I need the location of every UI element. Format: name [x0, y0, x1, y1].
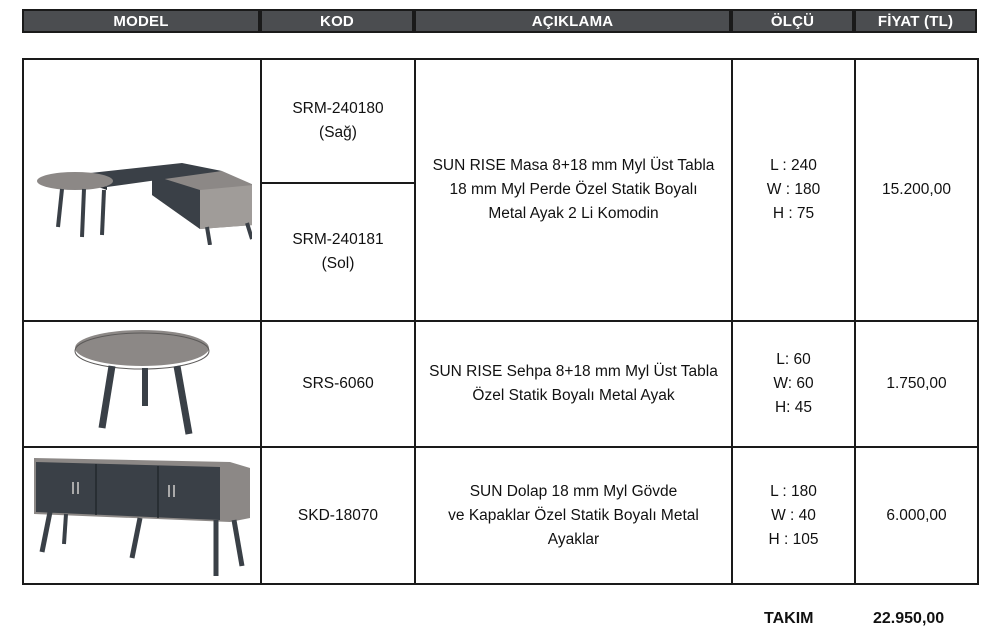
description-line: Özel Statik Boyalı Metal Ayak	[472, 387, 675, 404]
product-code-cell	[261, 59, 415, 183]
total-value: 22.950,00	[873, 610, 945, 627]
cabinet-image	[23, 447, 261, 584]
office-desk-image	[23, 59, 261, 321]
dimension-line: W : 180	[766, 181, 821, 198]
dimension-line: W: 60	[773, 375, 814, 392]
dimension-line: L : 180	[770, 482, 817, 500]
table-row	[23, 447, 978, 584]
coffee-table-icon	[67, 326, 217, 442]
description-line: ve Kapaklar Özel Statik Boyalı Metal	[448, 506, 699, 524]
dimensions-cell	[732, 59, 855, 321]
product-table	[22, 58, 979, 585]
price-cell: 6.000,00	[855, 447, 978, 584]
dimension-line: H : 105	[768, 530, 819, 548]
product-code: SKD-18070	[261, 447, 415, 584]
description-line: SUN Dolap 18 mm Myl Gövde	[469, 482, 678, 500]
dimensions-cell	[732, 447, 855, 584]
dimension-line: W : 40	[771, 506, 816, 524]
description-line: 18 mm Myl Perde Özel Statik Boyalı	[449, 181, 698, 198]
description-cell	[415, 321, 732, 447]
dimension-line: H : 75	[772, 205, 815, 222]
header-olcu: ÖLÇÜ	[731, 9, 854, 33]
table-row	[23, 59, 978, 183]
header-kod: KOD	[260, 9, 414, 33]
product-variant: (Sol)	[321, 255, 355, 272]
price-cell: 15.200,00	[855, 59, 978, 321]
product-code: SRM-240180	[292, 100, 384, 117]
price-cell: 1.750,00	[855, 321, 978, 447]
description-line: SUN RISE Masa 8+18 mm Myl Üst Tabla	[432, 157, 715, 174]
coffee-table-image	[23, 321, 261, 447]
cabinet-icon	[30, 454, 255, 578]
product-code: SRM-240181	[292, 231, 384, 248]
header-aciklama: AÇIKLAMA	[414, 9, 731, 33]
dimension-line: L: 60	[776, 351, 811, 368]
description-line: SUN RISE Sehpa 8+18 mm Myl Üst Tabla	[429, 363, 718, 380]
header-fiyat: FİYAT (TL)	[854, 9, 977, 33]
total-label: TAKIM	[764, 610, 814, 627]
header-model: MODEL	[22, 9, 260, 33]
table-row	[23, 321, 978, 447]
description-cell	[415, 59, 732, 321]
product-variant: (Sağ)	[319, 124, 357, 141]
description-cell	[415, 447, 732, 584]
dimensions-cell	[732, 321, 855, 447]
description-line: Metal Ayak 2 Li Komodin	[488, 205, 659, 222]
office-desk-icon	[32, 135, 252, 245]
dimension-line: L : 240	[770, 157, 817, 174]
product-code: SRS-6060	[261, 321, 415, 447]
dimension-line: H: 45	[774, 399, 813, 416]
description-line: Ayaklar	[547, 530, 600, 548]
product-code-cell	[261, 183, 415, 321]
